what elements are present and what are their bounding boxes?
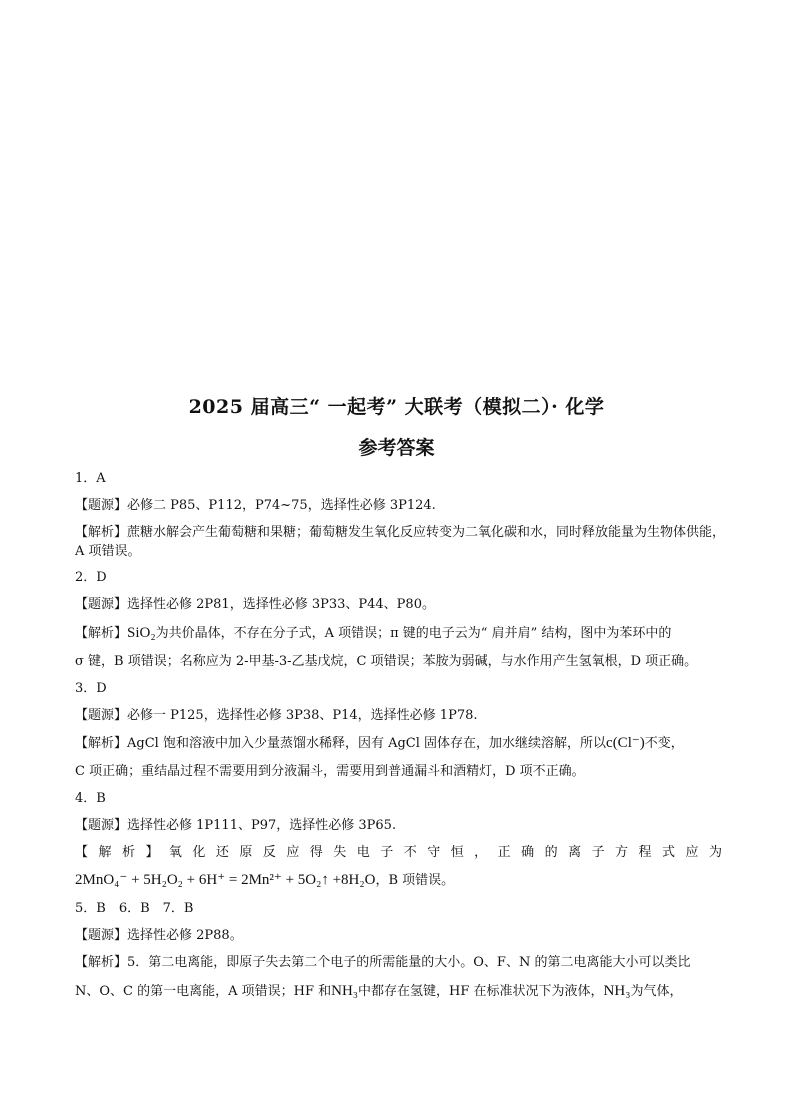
q5-analysis-text-b1: N、O、C 的第一电离能，A 项错误；HF 和 bbox=[75, 983, 332, 999]
q3-formula-ccl: c(Cl⁻) bbox=[606, 735, 645, 752]
q2-analysis-line2: σ 键，B 项错误；名称应为 2-甲基-3-乙基戊烷，C 项错误；苯胺为弱碱，与水作用产生氢氧根，D 项正确。 bbox=[75, 653, 698, 669]
answer-content bbox=[75, 468, 725, 1003]
q3-analysis-line2: C 项正确；重结晶过程不需要用到分液漏斗，需要用到普通漏斗和酒精灯，D 项不正确。 bbox=[75, 764, 585, 780]
q4-analysis-line2 bbox=[75, 870, 725, 892]
q5-number: 5．B 6．B 7．B bbox=[75, 901, 194, 917]
q4-analysis-line1: 【解析】氧化还原反应得失电子不守恒，正确的离子方程式应为 bbox=[75, 844, 725, 860]
q5-source: 【题源】选择性必修 2P88。 bbox=[75, 928, 243, 944]
q3-analysis-text-a: 【解析】AgCl 饱和溶液中加入少量蒸馏水稀释，因有 AgCl 固体存在，加水继续溶解，所以 bbox=[75, 736, 607, 752]
q5-analysis-text-b2: 中都存在氢键，HF 在标准状况下为液体， bbox=[358, 983, 604, 999]
q3-analysis-text-a2: 不变， bbox=[644, 736, 684, 752]
q2-analysis-text-a: 为共价晶体，不存在分子式，A 项错误；π 键的电子云为“ 肩并肩” 结构，图中为苯环中的 bbox=[155, 626, 672, 642]
page-subtitle: 参考答案 bbox=[358, 437, 435, 459]
q5-analysis-text-b3: 为气体， bbox=[630, 983, 683, 999]
page-title: 2025 届高三“ 一起考” 大联考（模拟二）· 化学 bbox=[188, 396, 605, 418]
q3-number: 3．D bbox=[75, 680, 107, 696]
q2-formula-sio2: SiO₂ bbox=[127, 625, 156, 642]
q2-number: 2．D bbox=[75, 570, 107, 586]
q4-source: 【题源】选择性必修 1P111、P97，选择性必修 3P65. bbox=[75, 817, 397, 833]
q1-number: 1．A bbox=[75, 471, 106, 486]
q5-formula-nh3-a: NH₃ bbox=[331, 982, 359, 999]
q4-analysis-text-b: ，B 项错误。 bbox=[375, 873, 455, 889]
q3-analysis-line1 bbox=[75, 733, 725, 755]
q5-analysis-line1: 【解析】5．第二电离能，即原子失去第二个电子的所需能量的大小。O、F、N 的第二电离能大小可以类比 bbox=[75, 954, 691, 970]
q2-analysis-line1 bbox=[75, 623, 725, 645]
q4-equation: 2MnO₄⁻ + 5H₂O₂ + 6H⁺ = 2Mn²⁺ + 5O₂↑ +8H₂O bbox=[75, 872, 376, 889]
q5-formula-nh3-b: NH₃ bbox=[603, 982, 631, 999]
q5-analysis-line2 bbox=[75, 981, 725, 1003]
q2-analysis-prefix: 【解析】 bbox=[75, 626, 128, 642]
q3-source: 【题源】必修一 P125，选择性必修 3P38、P14，选择性必修 1P78. bbox=[75, 707, 478, 723]
q2-source: 【题源】选择性必修 2P81，选择性必修 3P33、P44、P80。 bbox=[75, 597, 435, 613]
q1-analysis: 【解析】蔗糖水解会产生葡萄糖和果糖；葡萄糖发生氧化反应转变为二氧化碳和水，同时释放能量为生物体供能，A 项错误。 bbox=[75, 524, 726, 559]
q4-number: 4．B bbox=[75, 790, 106, 806]
q1-source: 【题源】必修二 P85、P112，P74~75，选择性必修 3P124. bbox=[75, 497, 436, 513]
